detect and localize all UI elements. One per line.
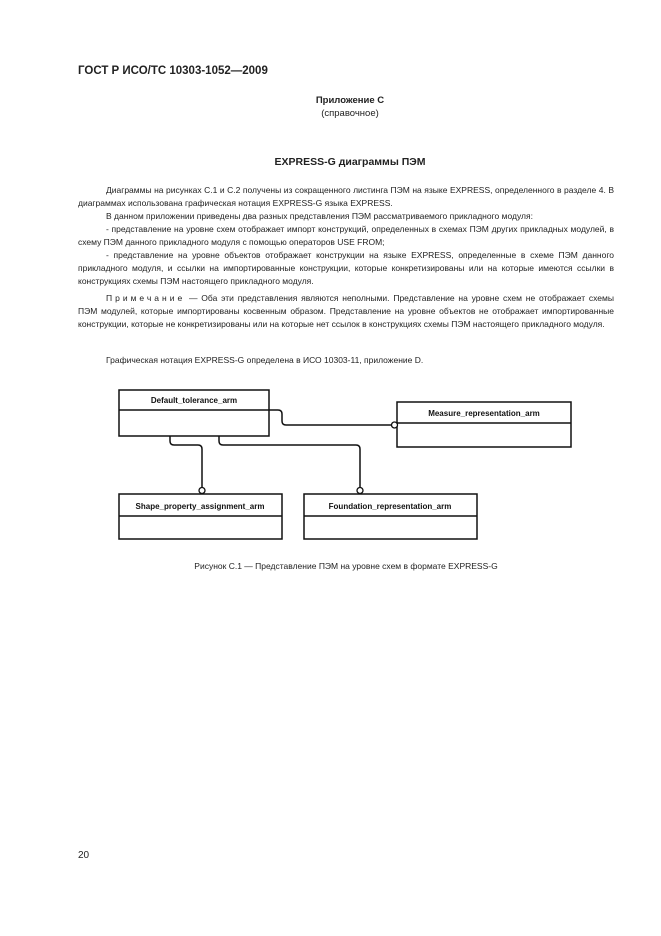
relation-foundation-line xyxy=(219,436,360,487)
figure-caption: Рисунок С.1 — Представление ПЭМ на уровне схем в формате EXPRESS-G xyxy=(194,561,498,571)
paragraph-1: Диаграммы на рисунках С.1 и С.2 получены из сокращенного листинга ПЭМ на языке EXPRESS, определенного в разделе 4. В диаграммах использована графическая нотация EXPRESS-G языка EXPRESS. xyxy=(78,185,614,208)
relation-end-circle xyxy=(357,488,363,494)
relation-measure-line xyxy=(269,410,393,425)
box-label-measure-representation: Measure_representation_arm xyxy=(428,409,540,418)
annex-subtitle: (справочное) xyxy=(321,108,379,119)
section-title: EXPRESS-G диаграммы ПЭМ xyxy=(274,156,426,168)
relation-end-circle xyxy=(199,488,205,494)
note-label: Примечание xyxy=(106,293,186,303)
box-label-foundation-representation: Foundation_representation_arm xyxy=(328,502,452,511)
paragraph-5: Графическая нотация EXPRESS-G определена в ИСО 10303-11, приложение D. xyxy=(106,355,424,365)
relation-shape-line xyxy=(170,436,202,487)
box-label-default-tolerance: Default_tolerance_arm xyxy=(150,396,238,405)
paragraph-3: - представление на уровне схем отображает импорт конструкций, определенных в схемах ПЭМ других прикладных модулей, в схему ПЭМ данного прикладного модуля с помощью операторов USE FROM; xyxy=(78,224,614,247)
note-text: — Оба эти представления являются неполными. Представление на уровне схем не отображает схемы ПЭМ модулей, которые импортированы косвенным образом. Представление на уровне объектов не отображает импортированные конструкции, которые не конкретизированы или на которые нет ссылок в конструкциях схемы ПЭМ настоящего прикладного модуля. xyxy=(78,293,614,329)
relation-end-circle xyxy=(392,422,398,428)
paragraph-2: В данном приложении приведены два разных представления ПЭМ рассматриваемого прикладного модуля: xyxy=(106,211,533,221)
annex-title: Приложение С xyxy=(315,95,385,106)
page-number: 20 xyxy=(78,850,90,861)
box-label-shape-property-assignment: Shape_property_assignment_arm xyxy=(135,502,265,511)
document-header: ГОСТ Р ИСО/ТС 10303-1052—2009 xyxy=(78,65,268,77)
paragraph-4: - представление на уровне объектов отображает конструкции на языке EXPRESS, определенные в схеме ПЭМ данного прикладного модуля, и ссылки на импортированные конструкции, которые конкретизированы или на которые имеются ссылки в конструкциях схемы ПЭМ настоящего прикладного модуля. xyxy=(78,250,614,286)
